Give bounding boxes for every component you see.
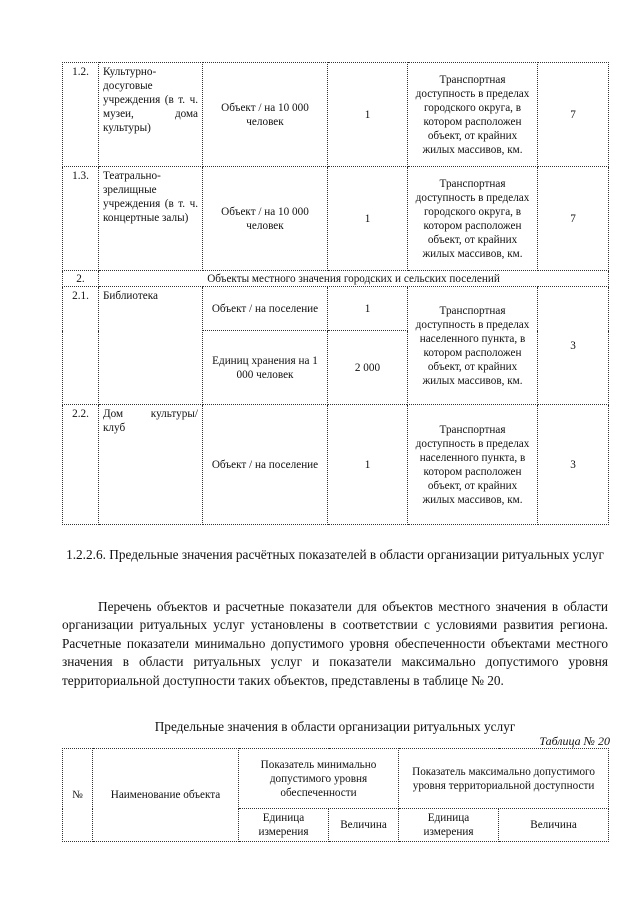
body-paragraph: Перечень объектов и расчетные показатели для объектов местного значения в области организации ритуальных услуг установлены в соответствии с условиями развития региона. Расчетные показатели минимально допустимого уровня обеспеченности объектами местного значения в области ритуальных услуг и показатели максимально допустимого уровня территориальной доступности таких объектов, представлены в таблице № 20. — [62, 599, 608, 688]
header-value: Величина — [499, 809, 609, 842]
header-min: Показатель минимально допустимого уровня обеспеченности — [239, 749, 399, 809]
section-number: 2. — [63, 271, 99, 287]
object-name: Дом культуры/ клуб — [99, 405, 203, 525]
header-name: Наименование объекта — [93, 749, 239, 842]
unit-cell: Объект / на 10 000 человек — [203, 167, 328, 271]
table-title: Предельные значения в области организации ритуальных услуг — [154, 719, 516, 734]
value-cell: 1 — [328, 63, 408, 167]
object-name: Культурно-досуговые учреждения (в т. ч. музеи, дома культуры) — [99, 63, 203, 167]
table-row — [63, 167, 609, 271]
access-cell: Транспортная доступность в пределах городского округа, в котором расположен объект, от крайних жилых массивов, км. — [408, 167, 538, 271]
object-name: Театрально-зрелищные учреждения (в т. ч. концертные залы) — [99, 167, 203, 271]
object-name: Библиотека — [99, 287, 203, 405]
header-max: Показатель максимально допустимого уровня территориальной доступности — [399, 749, 609, 809]
header-row — [63, 749, 609, 809]
row-number: 2.2. — [63, 405, 99, 525]
limit-cell: 7 — [538, 167, 609, 271]
unit-cell: Единиц хранения на 1 000 человек — [203, 331, 328, 405]
limit-cell: 3 — [538, 405, 609, 525]
header-unit: Единица измерения — [239, 809, 329, 842]
unit-cell: Объект / на поселение — [203, 287, 328, 331]
table-row — [63, 405, 609, 525]
table-row — [63, 63, 609, 167]
value-cell: 2 000 — [328, 331, 408, 405]
ritual-services-table — [62, 748, 609, 842]
row-number: 2.1. — [63, 287, 99, 405]
value-cell: 1 — [328, 167, 408, 271]
section-title: Объекты местного значения городских и сельских поселений — [99, 271, 609, 287]
limit-cell: 7 — [538, 63, 609, 167]
section-row — [63, 271, 609, 287]
value-cell: 1 — [328, 287, 408, 331]
row-number: 1.3. — [63, 167, 99, 271]
header-unit: Единица измерения — [399, 809, 499, 842]
header-num: № — [63, 749, 93, 842]
table-number: Таблица № 20 — [539, 734, 610, 748]
access-cell: Транспортная доступность в пределах населенного пункта, в котором расположен объект, от крайних жилых массивов, км. — [408, 287, 538, 405]
row-number: 1.2. — [63, 63, 99, 167]
limit-cell: 3 — [538, 287, 609, 405]
access-cell: Транспортная доступность в пределах населенного пункта, в котором расположен объект, от крайних жилых массивов, км. — [408, 405, 538, 525]
unit-cell: Объект / на 10 000 человек — [203, 63, 328, 167]
unit-cell: Объект / на поселение — [203, 405, 328, 525]
value-cell: 1 — [328, 405, 408, 525]
access-cell: Транспортная доступность в пределах городского округа, в котором расположен объект, от крайних жилых массивов, км. — [408, 63, 538, 167]
indicators-table — [62, 62, 609, 525]
section-heading: 1.2.2.6. Предельные значения расчётных показателей в области организации ритуальных услуг — [66, 547, 604, 562]
table-row — [63, 287, 609, 331]
header-value: Величина — [329, 809, 399, 842]
